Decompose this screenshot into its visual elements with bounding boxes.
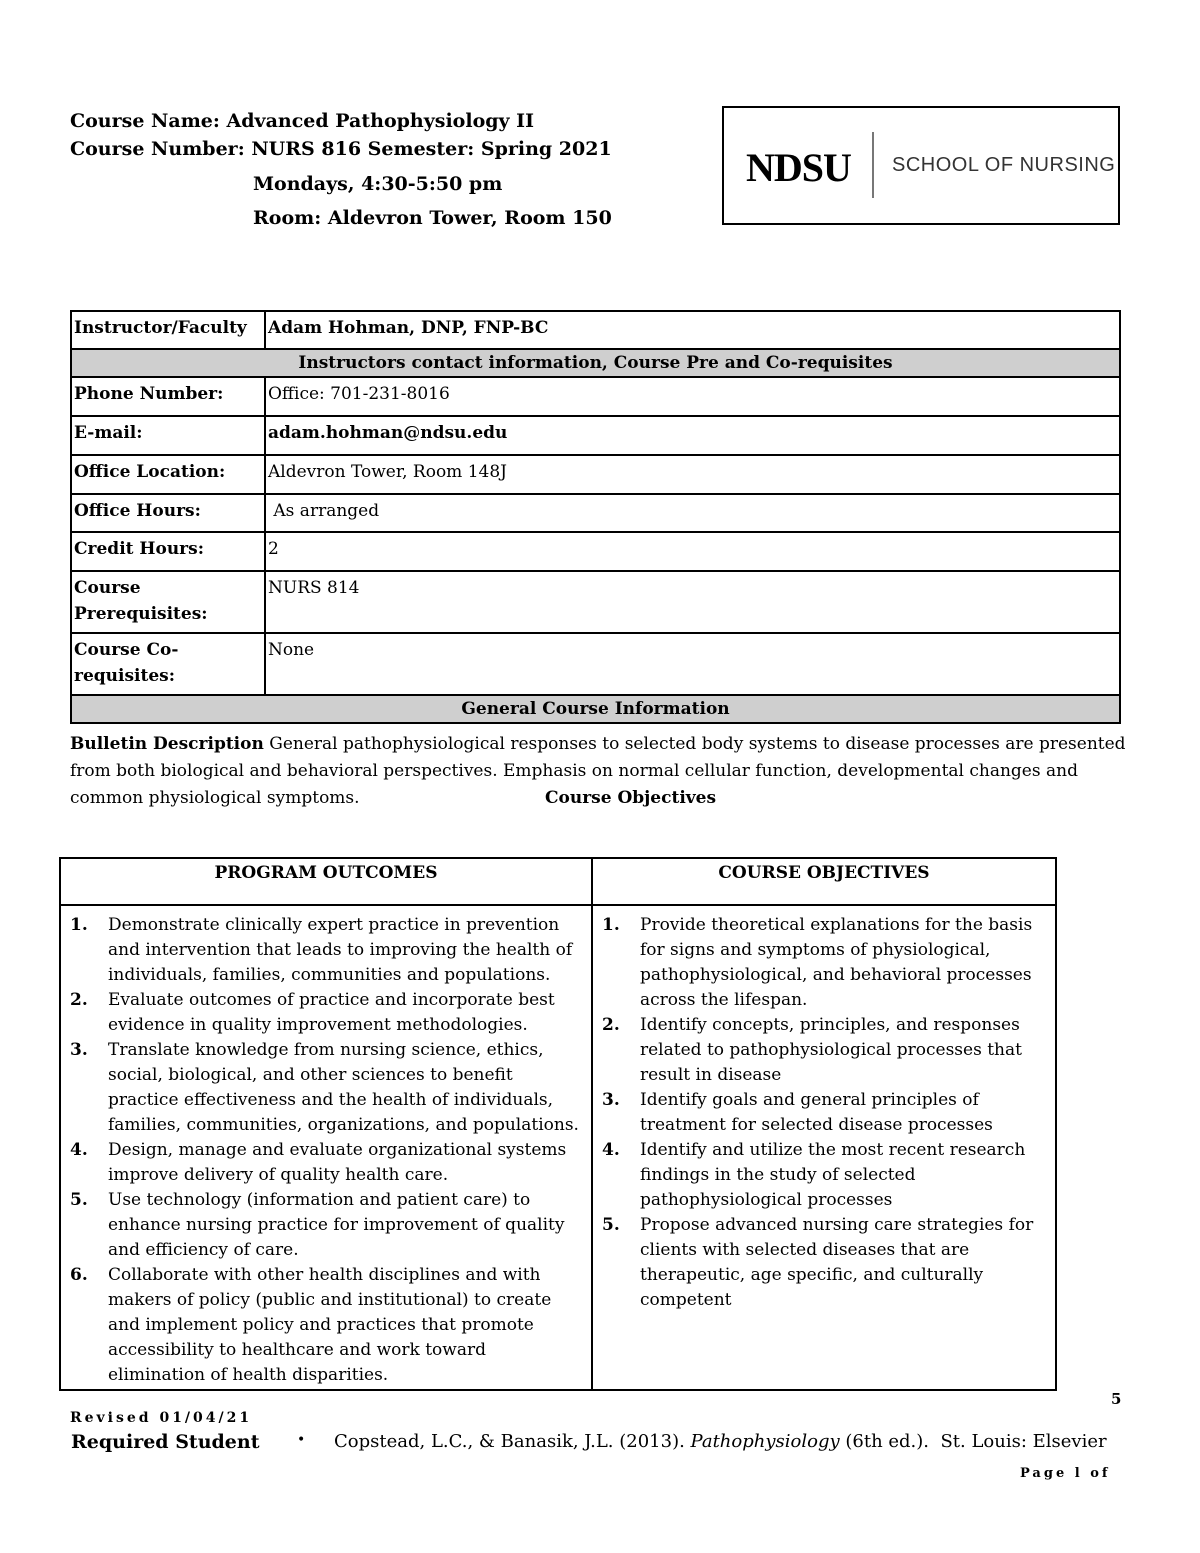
table-row <box>71 416 1120 455</box>
list-item-text: Evaluate outcomes of practice and incorporate best evidence in quality improvement methodologies. <box>108 990 555 1035</box>
program-outcomes-cell <box>60 905 592 1390</box>
table-row <box>60 905 1056 1390</box>
table-row <box>60 858 1056 905</box>
required-student-label: Required Student <box>71 1431 260 1453</box>
list-item <box>602 1138 1048 1213</box>
table-row <box>71 633 1120 695</box>
page-number: 5 <box>1111 1390 1122 1408</box>
coreq-value: None <box>265 633 1120 695</box>
course-objectives-cell <box>592 905 1056 1390</box>
course-number: Course Number: NURS 816 Semester: Spring 2021 <box>70 138 612 160</box>
list-item <box>70 1188 584 1263</box>
list-item-text: Propose advanced nursing care strategies for clients with selected diseases that are therapeutic, age specific, and culturally competent <box>640 1215 1034 1310</box>
list-item <box>602 1213 1048 1313</box>
list-item-number: 1. <box>602 915 620 935</box>
course-name: Course Name: Advanced Pathophysiology II <box>70 110 534 132</box>
contact-band-heading: Instructors contact information, Course Pre and Co-requisites <box>71 349 1120 377</box>
list-item-number: 2. <box>602 1015 620 1035</box>
list-item-number: 2. <box>70 990 88 1010</box>
list-item <box>70 1263 584 1388</box>
logo-divider <box>872 132 874 198</box>
citation-rest: (6th ed.). St. Louis: Elsevier <box>839 1431 1107 1452</box>
table-row <box>71 311 1120 349</box>
office-hours-label: Office Hours: <box>71 494 265 532</box>
course-objectives-header: COURSE OBJECTIVES <box>592 858 1056 905</box>
list-item <box>602 913 1048 1013</box>
contact-band <box>71 349 1120 377</box>
outcomes-table <box>59 857 1057 1391</box>
list-item-text: Design, manage and evaluate organizational systems improve delivery of quality health care. <box>108 1140 567 1185</box>
bulletin-text: General pathophysiological responses to selected body systems to disease processes are presented from both biological and behavioral perspectives. Emphasis on normal cellular function, developmental changes and common physiological symptoms. <box>70 734 1126 808</box>
list-item-text: Identify and utilize the most recent research findings in the study of selected pathophysiological processes <box>640 1140 1026 1210</box>
page-of: Page l of <box>1020 1466 1111 1481</box>
list-item-number: 5. <box>602 1215 620 1235</box>
ndsu-logo <box>722 106 1120 225</box>
textbook-citation <box>334 1431 1107 1452</box>
list-item <box>602 1013 1048 1088</box>
citation-title: Pathophysiology <box>690 1431 840 1452</box>
office-hours-value: As arranged <box>265 494 1120 532</box>
general-band <box>71 695 1120 723</box>
list-item <box>70 1038 584 1138</box>
list-item-number: 5. <box>70 1190 88 1210</box>
office-location-value: Aldevron Tower, Room 148J <box>265 455 1120 494</box>
list-item-number: 3. <box>602 1090 620 1110</box>
list-item-text: Collaborate with other health disciplines and with makers of policy (public and institutional) to create and implement policy and practices that promote accessibility to healthcare and work toward elimination of health disparities. <box>108 1265 552 1385</box>
bulletin-label: Bulletin Description <box>70 734 264 754</box>
course-objectives-list <box>594 907 1054 1313</box>
program-outcomes-header: PROGRAM OUTCOMES <box>60 858 592 905</box>
prereq-value: NURS 814 <box>265 571 1120 633</box>
revised-date: Revised 01/04/21 <box>70 1410 253 1426</box>
instructor-value: Adam Hohman, DNP, FNP-BC <box>265 311 1120 349</box>
instructor-label: Instructor/Faculty <box>71 311 265 349</box>
list-item-number: 4. <box>70 1140 88 1160</box>
course-room: Room: Aldevron Tower, Room 150 <box>253 207 612 229</box>
list-item <box>70 988 584 1038</box>
coreq-label: Course Co-requisites: <box>71 633 265 695</box>
email-label: E-mail: <box>71 416 265 455</box>
general-band-heading: General Course Information <box>71 695 1120 723</box>
list-item-text: Identify concepts, principles, and responses related to pathophysiological processes that result in disease <box>640 1015 1022 1085</box>
bullet-icon: • <box>297 1432 306 1448</box>
table-row <box>71 455 1120 494</box>
course-info-table <box>70 310 1121 724</box>
list-item-number: 3. <box>70 1040 88 1060</box>
list-item-text: Demonstrate clinically expert practice in prevention and intervention that leads to improving the health of individuals, families, communities and populations. <box>108 915 573 985</box>
list-item-text: Use technology (information and patient care) to enhance nursing practice for improvement of quality and efficiency of care. <box>108 1190 565 1260</box>
list-item <box>70 1138 584 1188</box>
logo-wordmark: NDSU <box>746 145 851 190</box>
phone-label: Phone Number: <box>71 377 265 416</box>
phone-value: Office: 701-231-8016 <box>265 377 1120 416</box>
table-row <box>71 532 1120 571</box>
table-row <box>71 377 1120 416</box>
prereq-label: Course Prerequisites: <box>71 571 265 633</box>
list-item <box>602 1088 1048 1138</box>
bulletin-description <box>70 731 1130 812</box>
credit-hours-label: Credit Hours: <box>71 532 265 571</box>
credit-hours-value: 2 <box>265 532 1120 571</box>
list-item-number: 1. <box>70 915 88 935</box>
program-outcomes-list <box>62 907 590 1388</box>
email-value: adam.hohman@ndsu.edu <box>265 416 1120 455</box>
citation-authors: Copstead, L.C., & Banasik, J.L. (2013). <box>334 1431 691 1452</box>
logo-unit: SCHOOL OF NURSING <box>892 154 1116 176</box>
list-item <box>70 913 584 988</box>
table-row <box>71 494 1120 532</box>
course-objectives-heading: Course Objectives <box>544 788 717 808</box>
list-item-number: 6. <box>70 1265 88 1285</box>
list-item-text: Identify goals and general principles of treatment for selected disease processes <box>640 1090 993 1135</box>
list-item-number: 4. <box>602 1140 620 1160</box>
list-item-text: Provide theoretical explanations for the basis for signs and symptoms of physiological, pathophysiological, and behavioral processes across the lifespan. <box>640 915 1033 1010</box>
list-item-text: Translate knowledge from nursing science, ethics, social, biological, and other sciences to benefit practice effectiveness and the health of individuals, families, communities, organizations, and populations. <box>108 1040 579 1135</box>
table-row <box>71 571 1120 633</box>
course-schedule: Mondays, 4:30-5:50 pm <box>253 173 503 195</box>
office-location-label: Office Location: <box>71 455 265 494</box>
